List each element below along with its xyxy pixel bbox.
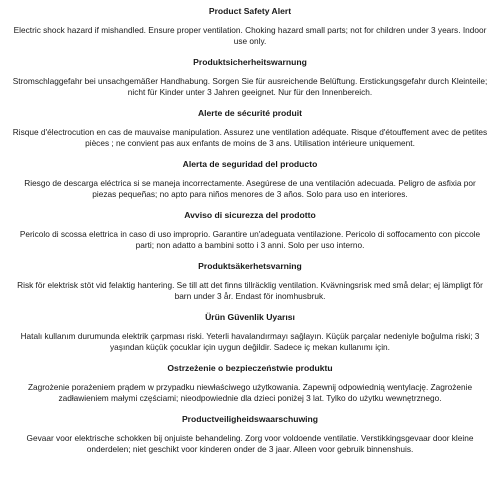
section-english [8,6,492,47]
section-text: Gevaar voor elektrische schokken bij onjuiste behandeling. Zorg voor voldoende ventilatie. Verstikkingsgevaar door kleine onderdelen; niet geschikt voor kinderen onder de 3 jaar. Alleen voor gebruik binnenshuis. [26,433,474,454]
section-text: Risque d'électrocution en cas de mauvaise manipulation. Assurez une ventilation adéquate. Risque d'étouffement avec de petites pièces ; ne convient pas aux enfants de moins de 3 ans. Utilisation intérieure uniquement. [12,127,488,148]
section-italian [8,210,492,251]
section-text: Risk för elektrisk stöt vid felaktig hantering. Se till att det finns tillräcklig ventilation. Kvävningsrisk med små delar; ej lämpligt för barn under 3 år. Endast för inomhusbruk. [17,280,483,301]
section-text: Stromschlaggefahr bei unsachgemäßer Handhabung. Sorgen Sie für ausreichende Belüftung. Erstickungsgefahr durch Kleinteile; nicht für Kinder unter 3 Jahren geeignet. Nur für den Innenbereich. [12,76,488,97]
section-heading: Produktsicherheitswarnung [193,57,307,67]
section-heading: Alerte de sécurité produit [197,108,303,118]
section-dutch [8,414,492,455]
section-heading: Product Safety Alert [208,6,292,16]
section-heading: Productveiligheidswaarschuwing [181,414,319,424]
section-text: Hatalı kullanım durumunda elektrik çarpması riski. Yeterli havalandırmayı sağlayın. Küçük parçalar nedeniyle boğulma riski; 3 yaşından küçük çocuklar için uygun değildir. Sadece iç mekan kullanımı için. [20,331,480,352]
section-swedish [8,261,492,302]
section-spanish [8,159,492,200]
section-heading: Ostrzeżenie o bezpieczeństwie produktu [167,363,333,373]
section-heading: Produktsäkerhetsvarning [198,261,302,271]
section-text: Electric shock hazard if mishandled. Ensure proper ventilation. Choking hazard small parts; not for children under 3 years. Indoor use only. [13,25,487,46]
section-heading: Alerta de seguridad del producto [182,159,318,169]
section-polish [8,363,492,404]
section-text: Zagrożenie porażeniem prądem w przypadku niewłaściwego użytkowania. Zapewnij odpowiednią wentylację. Zagrożenie zadławieniem małymi częściami; nieodpowiednie dla dzieci poniżej 3 lat. Tylko do użytku wewnętrznego. [27,382,473,403]
section-turkish [8,312,492,353]
section-german [8,57,492,98]
section-heading: Ürün Güvenlik Uyarısı [205,312,295,322]
section-text: Riesgo de descarga eléctrica si se maneja incorrectamente. Asegúrese de una ventilación adecuada. Peligro de asfixia por piezas pequeñas; no apto para niños menores de 3 años. Solo para uso en interiores. [24,178,476,199]
section-text: Pericolo di scossa elettrica in caso di uso improprio. Garantire un'adeguata ventilazione. Pericolo di soffocamento con piccole parti; non adatto a bambini sotto i 3 anni. Solo per uso interno. [19,229,481,250]
section-french [8,108,492,149]
section-heading: Avviso di sicurezza del prodotto [184,210,316,220]
